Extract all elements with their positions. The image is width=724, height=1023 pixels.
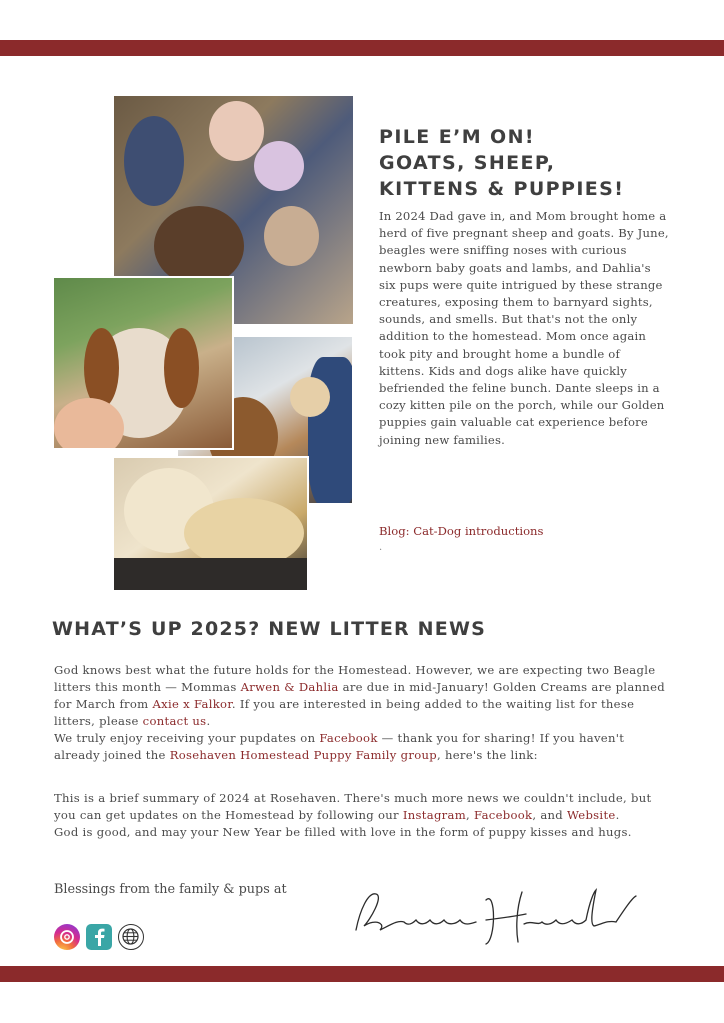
facebook-link[interactable]: Facebook: [319, 731, 378, 745]
top-border-bar: [0, 40, 724, 56]
text-run: .: [206, 714, 211, 728]
homestead-story-paragraph: In 2024 Dad gave in, and Mom brought home a herd of five pregnant sheep and goats. By June, beagles were sniffing noses with curious newborn baby goats and lambs, and Dahlia's six pups were quite intrigued by these strange creatures, exposing them to barnyard sights, sounds, and smells. But that's not the only addition to the homestead. Mom once again took pity and brought home a bundle of kittens. Kids and dogs alike have quickly befriended the feline bunch. Dante sleeps in a cozy kitten pile on the porch, while our Golden puppies gain valuable cat experience before joining new families.: [379, 209, 669, 447]
text-run: We truly enjoy receiving your pupdates on: [54, 731, 320, 745]
title-line: GOATS, SHEEP,: [379, 152, 556, 174]
text-run: This is a brief summary of 2024 at Rosehaven. There's much more news we couldn't include, but you can get updates on the Homestead by following our: [54, 791, 652, 822]
text-run: .: [615, 808, 620, 822]
bottom-border-bar: [0, 966, 724, 982]
summary-paragraph: [54, 790, 674, 841]
instagram-icon[interactable]: [54, 924, 80, 950]
puppy-family-group-link[interactable]: Rosehaven Homestead Puppy Family group: [169, 748, 437, 762]
text-run: . If you are interested in being added to the waiting list for these litters, please: [54, 697, 635, 728]
text-run: , and: [532, 808, 568, 822]
instagram-link[interactable]: Instagram: [402, 808, 467, 822]
section-title-pile-em-on: [379, 124, 679, 202]
contact-us-link[interactable]: contact us: [142, 714, 207, 728]
text-run: — thank you for sharing! If you haven't already joined the: [54, 731, 625, 762]
text-run: are due in mid-January! Golden Creams are planned for March from: [54, 680, 665, 711]
text-run: , here's the link:: [436, 748, 538, 762]
text-run: ,: [466, 808, 475, 822]
photo-golden-with-puppies: [112, 456, 309, 592]
facebook-link-2[interactable]: Facebook: [474, 808, 533, 822]
arwen-dahlia-link[interactable]: Arwen & Dahlia: [240, 680, 339, 694]
website-link[interactable]: Website: [567, 808, 616, 822]
litter-news-paragraph: [54, 662, 674, 764]
blog-cat-dog-link[interactable]: Blog: Cat-Dog introductions: [379, 524, 544, 538]
website-globe-icon[interactable]: [118, 924, 144, 950]
text-run: God is good, and may your New Year be filled with love in the form of puppy kisses and hugs.: [54, 825, 632, 839]
title-line: KITTENS & PUPPIES!: [379, 178, 625, 200]
facebook-icon[interactable]: [86, 924, 112, 950]
section-title-litter-news: WHAT’S UP 2025? NEW LITTER NEWS: [52, 618, 486, 640]
rosehaven-homestead-signature: [346, 880, 646, 950]
text-run: God knows best what the future holds for the Homestead. However, we are expecting two Beagle litters this month — Mommas: [54, 663, 656, 694]
photo-beagle-portrait: [52, 276, 234, 450]
blessing-text: Blessings from the family & pups at: [54, 882, 287, 897]
title-line: PILE E’M ON!: [379, 126, 535, 148]
axie-falkor-link[interactable]: Axie x Falkor: [152, 697, 232, 711]
trailing-dot: .: [379, 542, 383, 553]
